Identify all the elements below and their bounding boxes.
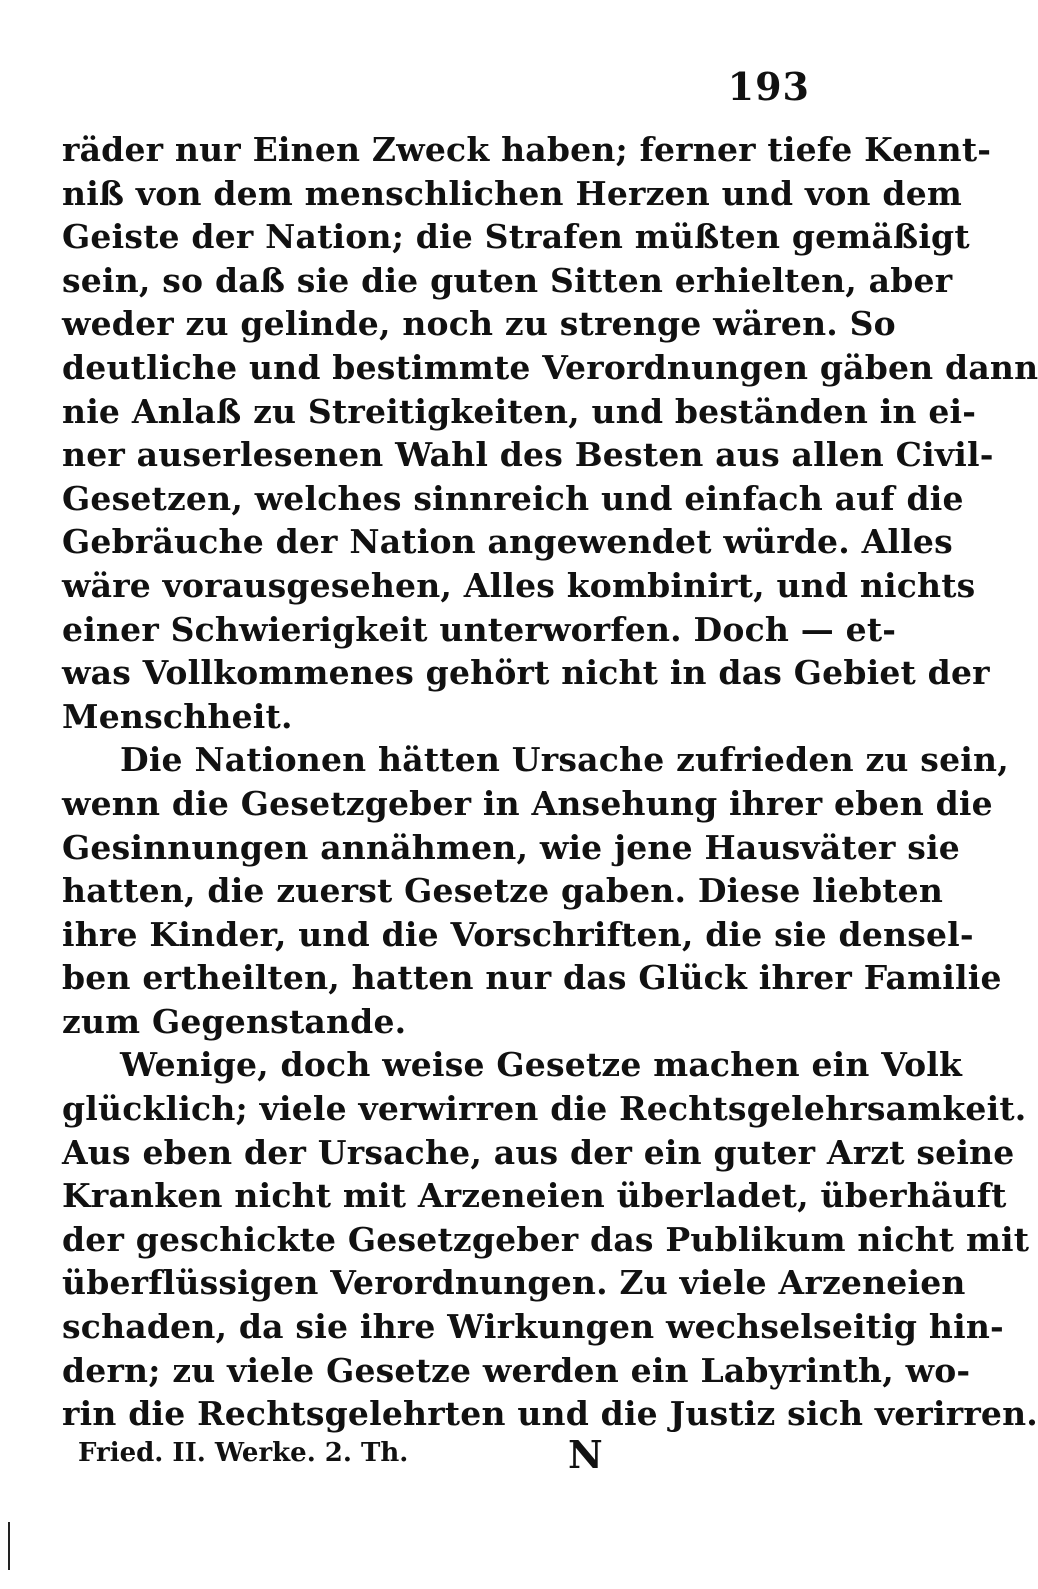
text-line: Die Nationen hätten Ursache zufrieden zu sein, [120,740,1009,780]
signature-line: Fried. II. Werke. 2. Th. [78,1438,409,1468]
text-line: überflüssigen Verordnungen. Zu viele Arzeneien [62,1263,966,1303]
text-line: sein, so daß sie die guten Sitten erhielten, aber [62,260,953,300]
page-edge-mark [8,1522,10,1570]
text-line: Kranken nicht mit Arzeneien überladet, überhäuft [62,1176,1007,1216]
page-footer [78,1432,818,1480]
text-line: räder nur Einen Zweck haben; ferner tiefe Kennt- [62,130,992,169]
text-line: nie Anlaß zu Streitigkeiten, und beständen in ei- [62,391,977,431]
text-line: hatten, die zuerst Gesetze gaben. Diese liebten [62,871,944,911]
text-line: Aus eben der Ursache, aus der ein guter Arzt seine [62,1132,1015,1172]
text-line: zum Gegenstande. [62,1001,407,1041]
text-line: wäre vorausgesehen, Alles kombinirt, und nichts [62,565,976,605]
text-line: Geiste der Nation; die Strafen müßten gemäßigt [62,217,970,257]
text-line: glücklich; viele verwirren die Rechtsgelehrsamkeit. [62,1089,1027,1129]
text-line: dern; zu viele Gesetze werden ein Labyrinth, wo- [62,1350,971,1390]
text-line: wenn die Gesetzgeber in Ansehung ihrer eben die [62,783,993,823]
text-line: was Vollkommenes gehört nicht in das Gebiet der [62,653,990,693]
text-line: Gesinnungen annähmen, wie jene Hausväter sie [62,827,960,867]
page-number: 193 [727,64,810,109]
text-line: niß von dem menschlichen Herzen und von dem [62,173,963,213]
text-line: Wenige, doch weise Gesetze machen ein Volk [120,1045,963,1085]
text-line: Menschheit. [62,696,293,736]
text-line: schaden, da sie ihre Wirkungen wechselseitig hin- [62,1307,1004,1347]
text-line: rin die Rechtsgelehrten und die Justiz sich verirren. [62,1394,1038,1434]
text-line: Gesetzen, welches sinnreich und einfach auf die [62,478,964,518]
text-line: ner auserlesenen Wahl des Besten aus allen Civil- [62,435,994,475]
sheet-mark: N [568,1432,603,1477]
text-line: ben ertheilten, hatten nur das Glück ihrer Familie [62,958,1002,998]
text-line: der geschickte Gesetzgeber das Publikum nicht mit [62,1219,1030,1259]
text-line: Gebräuche der Nation angewendet würde. Alles [62,522,953,562]
text-line: deutliche und bestimmte Verordnungen gäben dann [62,347,1038,387]
text-line: einer Schwierigkeit unterworfen. Doch — et- [62,609,897,649]
text-line: ihre Kinder, und die Vorschriften, die sie densel- [62,914,974,954]
text-line: weder zu gelinde, noch zu strenge wären. So [62,304,896,344]
body-text [62,128,1038,1436]
